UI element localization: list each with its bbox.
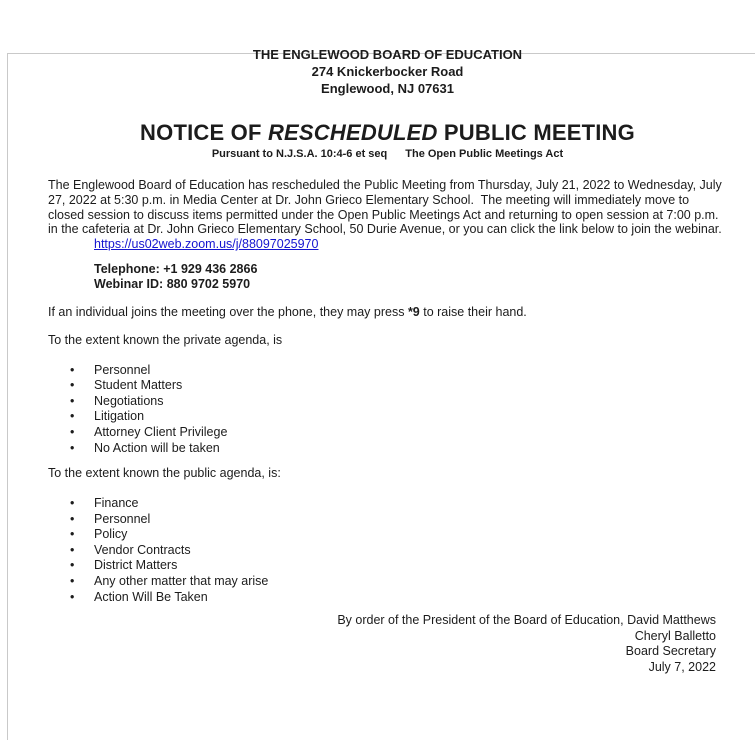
notice-title-emphasis: RESCHEDULED [267,120,438,145]
list-item: • Litigation [70,409,727,425]
list-item: • Policy [70,527,727,543]
list-item: • Attorney Client Privilege [70,425,727,441]
private-agenda-heading: To the extent known the private agenda, is [48,332,283,347]
list-item: • Personnel [70,512,727,528]
org-address-street: 274 Knickerbocker Road [311,64,464,79]
public-agenda-heading: To the extent known the public agenda, is: [48,466,281,481]
org-address-city: Englewood, NJ 07631 [321,81,454,96]
meeting-paragraph: The Englewood Board of Education has rescheduled the Public Meeting from Thursday, July 21, 2022 to Wednesday, July 27, 2022 at 5:30 p.m. in Media Center at Dr. John Grieco Elementary School. The meeting will immediately move to closed session to discuss items permitted under the Open Public Meetings Act and returning to open session at 7:00 p.m. in the cafeteria at Dr. John Grieco Elementary School, 50 Durie Avenue, or you can click the link below to join the webinar. [48,178,726,237]
signature-name: Cheryl Balletto [634,628,716,643]
notice-title [48,121,727,145]
public-agenda-list [48,496,727,605]
telephone-line: Telephone: +1 929 436 2866 [94,261,258,276]
list-item: • Action Will Be Taken [70,590,727,606]
private-agenda-list [48,363,727,457]
notice-title-suffix: PUBLIC MEETING [437,120,635,145]
list-item: • District Matters [70,558,727,574]
notice-document [0,46,755,675]
phone-note-after: to raise their hand. [419,304,527,319]
phone-note-keys: *9 [407,304,420,319]
notice-subtitle [48,148,727,161]
webinar-id-line: Webinar ID: 880 9702 5970 [94,277,251,292]
org-name: THE ENGLEWOOD BOARD OF EDUCATION [252,47,523,62]
list-item: • Personnel [70,363,727,379]
list-item: • Negotiations [70,394,727,410]
signature-order-line: By order of the President of the Board of Education, David Matthews [337,613,716,628]
subtitle-statute: Pursuant to N.J.S.A. 10:4-6 et seq [211,148,388,160]
list-item: • Vendor Contracts [70,543,727,559]
webinar-link-row [48,237,727,252]
phone-note-before: If an individual joins the meeting over the phone, they may press [48,304,408,319]
list-item: • Any other matter that may arise [70,574,727,590]
list-item: • Student Matters [70,378,727,394]
letterhead [48,46,727,97]
signature-role: Board Secretary [625,644,716,659]
dialin-block [48,262,727,293]
notice-title-prefix: NOTICE OF [140,120,268,145]
subtitle-act: The Open Public Meetings Act [405,148,564,160]
signature-block [48,613,727,675]
webinar-link[interactable]: https://us02web.zoom.us/j/88097025970 [94,237,319,252]
list-item: • No Action will be taken [70,441,727,457]
list-item: • Finance [70,496,727,512]
signature-date: July 7, 2022 [648,659,716,674]
phone-note [48,305,727,320]
